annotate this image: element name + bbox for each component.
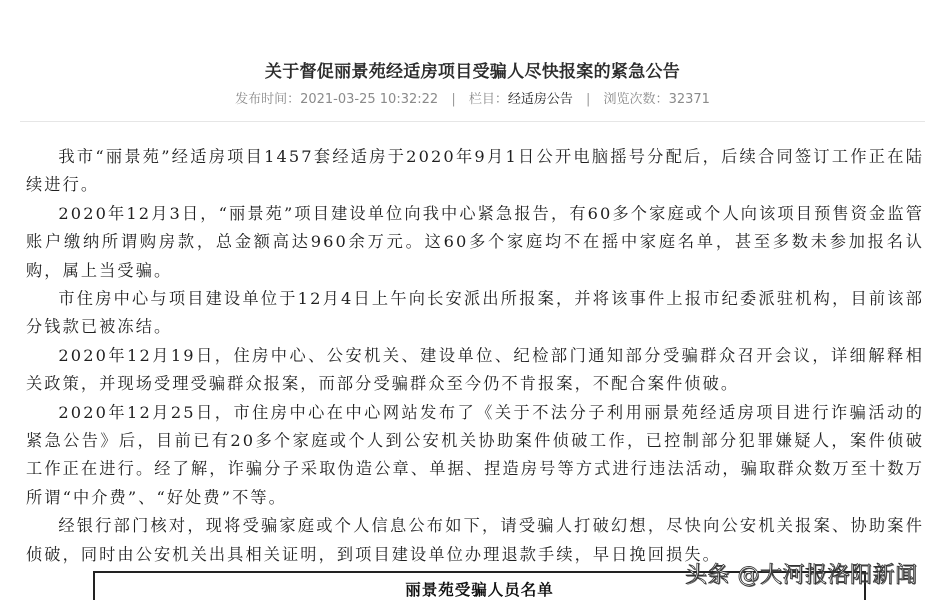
views-count: 32371 xyxy=(668,92,710,107)
views-label: 浏览次数： xyxy=(603,92,669,107)
article-meta xyxy=(0,88,945,107)
paragraph: 市住房中心与项目建设单位于12月4日上午向长安派出所报案，并将该事件上报市纪委派驻机构，目前该部分钱款已被冻结。 xyxy=(26,289,924,337)
victim-list-title: 丽景苑受骗人员名单 xyxy=(405,581,554,599)
column-label: 栏目： xyxy=(468,92,508,107)
publish-time-label: 发布时间： xyxy=(235,92,301,107)
publish-time: 2021-03-25 10:32:22 xyxy=(300,92,439,107)
paragraph: 2020年12月19日，住房中心、公安机关、建设单位、纪检部门通知部分受骗群众召开会议，详细解释相关政策，并现场受理受骗群众报案，而部分受骗群众至今仍不肯报案，不配合案件侦破。 xyxy=(26,345,924,394)
article-body xyxy=(26,143,924,569)
paragraph: 经银行部门核对，现将受骗家庭或个人信息公布如下，请受骗人打破幻想，尽快向公安机关报案、协助案件侦破，同时由公安机关出具相关证明，到项目建设单位办理退款手续，早日挽回损失。 xyxy=(26,516,924,564)
paragraph: 2020年12月25日，市住房中心在中心网站发布了《关于不法分子利用丽景苑经适房项目进行诈骗活动的紧急公告》后，目前已有20多个家庭或个人到公安机关协助案件侦破工作，已控制部分犯罪嫌疑人，案件侦破工作正在进行。经了解，诈骗分子采取伪造公章、单据、捏造房号等方式进行违法活动，骗取群众数万至十数万所谓“中介费”、“好处费”不等。 xyxy=(26,402,924,507)
paragraph: 2020年12月3日，“丽景苑”项目建设单位向我中心紧急报告，有60多个家庭或个人向该项目预售资金监管账户缴纳所谓购房款，总金额高达960余万元。这60多个家庭均不在摇中家庭名单，甚至多数未参加报名认购，属上当受骗。 xyxy=(26,203,924,280)
article-title: 关于督促丽景苑经适房项目受骗人尽快报案的紧急公告 xyxy=(264,62,681,82)
column-link[interactable]: 经适房公告 xyxy=(507,92,573,107)
source-watermark: 头条 @大河报洛阳新闻 xyxy=(685,563,918,588)
meta-separator: | xyxy=(586,92,591,107)
paragraph: 我市“丽景苑”经适房项目1457套经适房于2020年9月1日公开电脑摇号分配后，后续合同签订工作正在陆续进行。 xyxy=(26,147,924,195)
meta-separator: | xyxy=(451,92,456,107)
header-divider xyxy=(20,121,925,122)
